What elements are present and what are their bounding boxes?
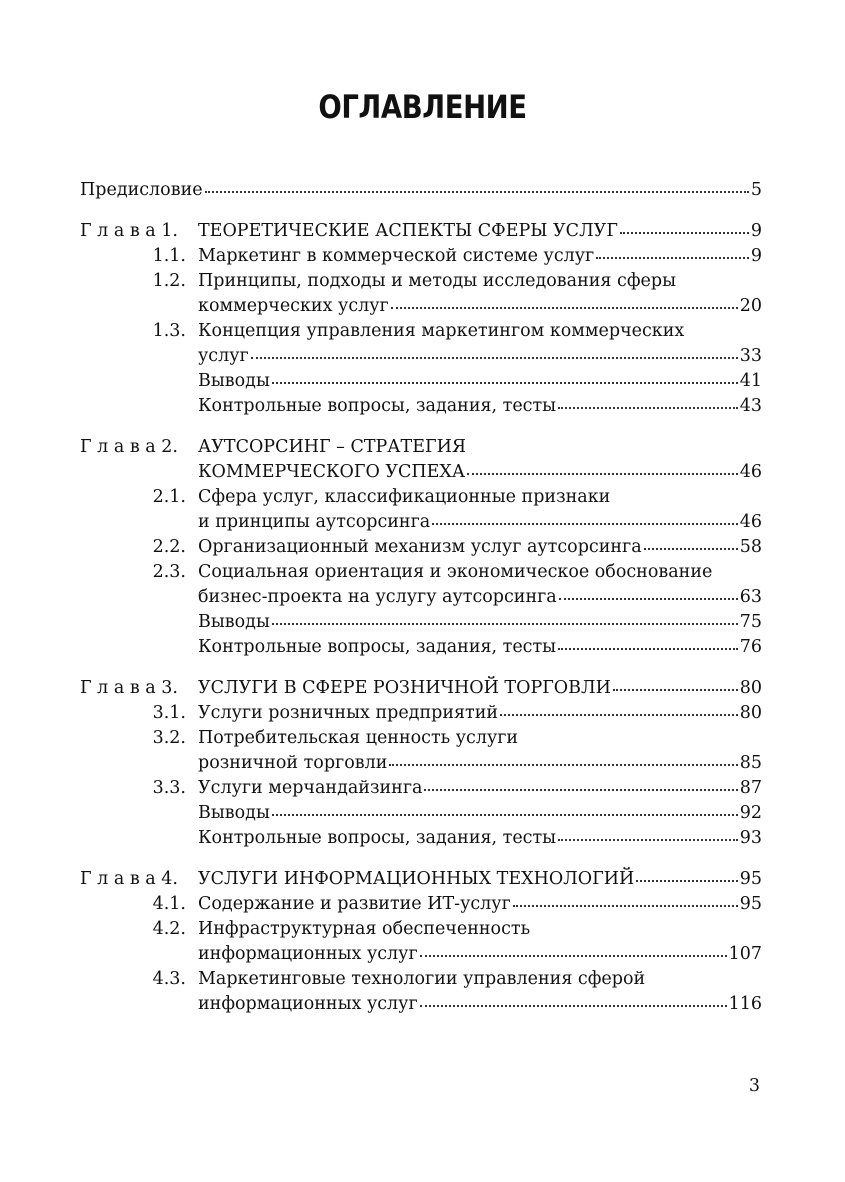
section-title: и принципы аутсорсинга <box>198 512 431 532</box>
section-title: бизнес-проекта на услугу аутсорсинга <box>198 587 557 607</box>
toc-section-entry[interactable] <box>80 776 762 801</box>
dot-leader <box>424 781 737 791</box>
toc-section-entry[interactable] <box>80 269 762 294</box>
section-number: 1.2. <box>152 271 186 291</box>
chapter-label: Г л а в а 1. <box>80 221 178 241</box>
toc-section-entry[interactable] <box>80 942 762 967</box>
section-number: 3.1. <box>152 703 186 723</box>
toc-chapter-2[interactable] <box>80 435 762 460</box>
section-title: Организационный механизм услуг аутсорсинга <box>198 537 642 557</box>
chapter-label: Г л а в а 4. <box>80 869 178 889</box>
toc-entry-page: 33 <box>739 346 762 366</box>
section-title: Потребительская ценность услуги <box>198 728 519 748</box>
toc-entry-page: 63 <box>739 587 762 607</box>
toc-section-entry[interactable] <box>80 992 762 1017</box>
toc-entry-page: 95 <box>739 869 762 889</box>
spacer <box>80 851 762 867</box>
section-title: Сфера услуг, классификационные признаки <box>198 487 611 507</box>
toc-section-entry[interactable] <box>80 319 762 344</box>
toc-entry-page: 75 <box>739 612 762 632</box>
toc-entry-page: 95 <box>739 894 762 914</box>
toc-entry-page: 46 <box>739 512 762 532</box>
section-number: 4.2. <box>152 919 186 939</box>
dot-leader <box>513 897 738 907</box>
toc-entry-page: 87 <box>739 778 762 798</box>
dot-leader <box>596 249 749 259</box>
section-title: Маркетинговые технологии управления сферой <box>198 969 646 989</box>
toc-section-entry[interactable] <box>80 751 762 776</box>
toc-section-entry[interactable] <box>80 917 762 942</box>
toc-entry-page: 43 <box>739 396 762 416</box>
toc-entry-preface[interactable] <box>80 178 762 203</box>
section-number: 4.3. <box>152 969 186 989</box>
toc-section-entry[interactable] <box>80 344 762 369</box>
page-number: 3 <box>748 1076 760 1096</box>
toc-section-entry[interactable] <box>80 967 762 992</box>
section-number: 2.2. <box>152 537 186 557</box>
toc-entry-page: 20 <box>739 296 762 316</box>
spacer <box>80 203 762 219</box>
toc-section-entry[interactable] <box>80 635 762 660</box>
section-title: Контрольные вопросы, задания, тесты <box>198 828 557 848</box>
toc-entry-page: 9 <box>750 246 762 266</box>
dot-leader <box>558 640 738 650</box>
toc-section-entry[interactable] <box>80 801 762 826</box>
toc-entry-page: 80 <box>739 703 762 723</box>
dot-leader <box>272 374 738 384</box>
section-title: услуг <box>198 346 249 366</box>
section-number: 1.3. <box>152 321 186 341</box>
toc-section-entry[interactable] <box>80 244 762 269</box>
chapter-title: КОММЕРЧЕСКОГО УСПЕХА <box>198 462 466 482</box>
toc-entry-page: 5 <box>750 180 762 200</box>
section-title: Услуги мерчандайзинга <box>198 778 423 798</box>
toc-section-entry[interactable] <box>80 560 762 585</box>
chapter-label: Г л а в а 3. <box>80 678 178 698</box>
section-number: 2.1. <box>152 487 186 507</box>
dot-leader <box>613 681 738 691</box>
section-title: Принципы, подходы и методы исследования сферы <box>198 271 677 291</box>
chapter-title: АУТСОРСИНГ – СТРАТЕГИЯ <box>198 437 466 457</box>
section-title: Выводы <box>198 803 270 823</box>
section-number: 3.2. <box>152 728 186 748</box>
dot-leader <box>558 831 738 841</box>
toc-chapter-1[interactable] <box>80 219 762 244</box>
toc-section-entry[interactable] <box>80 726 762 751</box>
dot-leader <box>620 224 749 234</box>
toc-entry-page: 9 <box>750 221 762 241</box>
toc-entry-page: 58 <box>739 537 762 557</box>
section-title: Выводы <box>198 371 270 391</box>
toc-entry-page: 46 <box>739 462 762 482</box>
section-number: 3.3. <box>152 778 186 798</box>
dot-leader <box>636 872 737 882</box>
spacer <box>80 660 762 676</box>
section-title: розничной торговли <box>198 753 388 773</box>
chapter-title: УСЛУГИ В СФЕРЕ РОЗНИЧНОЙ ТОРГОВЛИ <box>198 678 611 698</box>
section-title: Контрольные вопросы, задания, тесты <box>198 396 557 416</box>
section-title: Инфраструктурная обеспеченность <box>198 919 531 939</box>
toc-section-entry[interactable] <box>80 826 762 851</box>
toc-chapter-2[interactable] <box>80 460 762 485</box>
dot-leader <box>432 515 738 525</box>
toc-section-entry[interactable] <box>80 485 762 510</box>
toc-entry-page: 41 <box>739 371 762 391</box>
section-title: Социальная ориентация и экономическое обоснование <box>198 562 713 582</box>
section-title: коммерческих услуг <box>198 296 389 316</box>
section-number: 1.1. <box>152 246 186 266</box>
dot-leader <box>205 183 749 193</box>
dot-leader <box>391 299 738 309</box>
section-number: 4.1. <box>152 894 186 914</box>
toc-section-entry[interactable] <box>80 294 762 319</box>
section-title: Контрольные вопросы, задания, тесты <box>198 637 557 657</box>
toc-entry-page: 85 <box>739 753 762 773</box>
toc-entry-page: 76 <box>739 637 762 657</box>
toc-section-entry[interactable] <box>80 535 762 560</box>
chapter-title: ТЕОРЕТИЧЕСКИЕ АСПЕКТЫ СФЕРЫ УСЛУГ <box>198 221 618 241</box>
spacer <box>80 419 762 435</box>
toc-chapter-4[interactable] <box>80 867 762 892</box>
toc-entry-text: Предисловие <box>80 180 203 200</box>
toc-entry-page: 80 <box>739 678 762 698</box>
toc-chapter-3[interactable] <box>80 676 762 701</box>
dot-leader <box>420 997 727 1007</box>
toc-section-entry[interactable] <box>80 394 762 419</box>
dot-leader <box>272 806 738 816</box>
dot-leader <box>558 399 738 409</box>
toc-section-entry[interactable] <box>80 585 762 610</box>
toc-section-entry[interactable] <box>80 510 762 535</box>
section-title: Выводы <box>198 612 270 632</box>
dot-leader <box>251 349 738 359</box>
section-title: информационных услуг <box>198 944 418 964</box>
dot-leader <box>272 615 738 625</box>
toc-entry-page: 92 <box>739 803 762 823</box>
page-title: ОГЛАВЛЕНИЕ <box>318 88 527 126</box>
dot-leader <box>420 947 727 957</box>
section-title: Услуги розничных предприятий <box>198 703 499 723</box>
toc-section-entry[interactable] <box>80 369 762 394</box>
section-title: информационных услуг <box>198 994 418 1014</box>
chapter-label: Г л а в а 2. <box>80 437 178 457</box>
toc-entry-page: 116 <box>728 994 762 1014</box>
toc-section-entry[interactable] <box>80 701 762 726</box>
toc-entry-page: 93 <box>739 828 762 848</box>
section-title: Содержание и развитие ИТ-услуг <box>198 894 511 914</box>
chapter-title: УСЛУГИ ИНФОРМАЦИОННЫХ ТЕХНОЛОГИЙ <box>198 869 635 889</box>
toc-section-entry[interactable] <box>80 892 762 917</box>
dot-leader <box>467 465 738 475</box>
toc-section-entry[interactable] <box>80 610 762 635</box>
section-number: 2.3. <box>152 562 186 582</box>
dot-leader <box>644 540 738 550</box>
dot-leader <box>559 590 738 600</box>
table-of-contents <box>80 178 762 1017</box>
section-title: Маркетинг в коммерческой системе услуг <box>198 246 595 266</box>
dot-leader <box>389 756 737 766</box>
section-title: Концепция управления маркетингом коммерческих <box>198 321 685 341</box>
dot-leader <box>500 706 738 716</box>
toc-entry-page: 107 <box>728 944 762 964</box>
